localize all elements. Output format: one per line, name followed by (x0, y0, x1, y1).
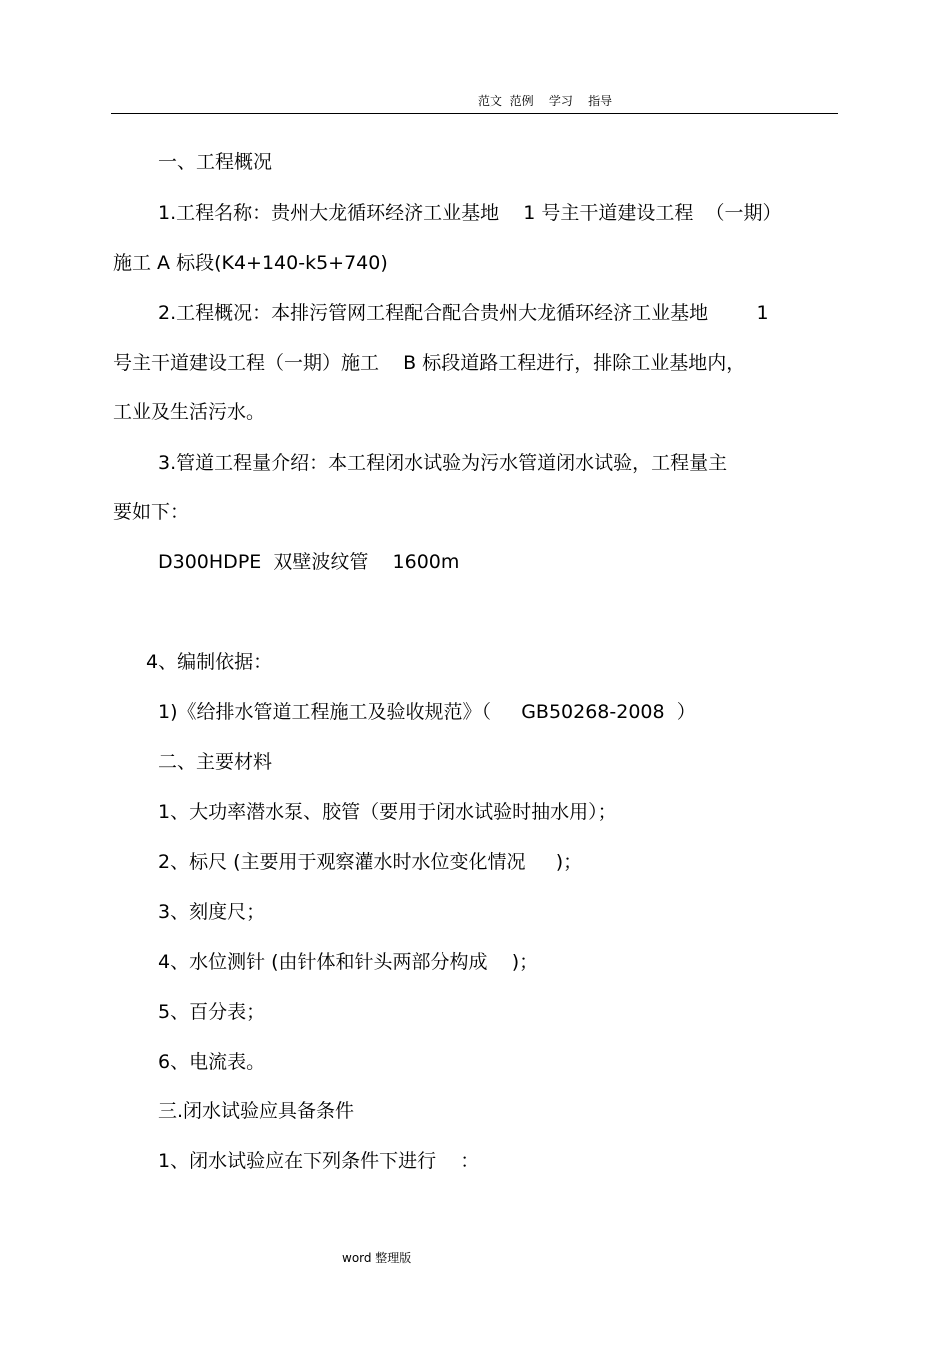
section-heading-conditions: 三.闭水试验应具备条件 (158, 1100, 355, 1122)
paragraph-project-name: 1.工程名称：贵州大龙循环经济工业基地 1 号主干道建设工程 （一期） (158, 202, 782, 224)
material-item-1: 1、大功率潜水泵、胶管（要用于闭水试验时抽水用）； (158, 801, 617, 823)
material-item-4: 4、水位测针 (由针体和针头两部分构成 )； (158, 951, 539, 973)
condition-item-1: 1、闭水试验应在下列条件下进行 ： (158, 1150, 480, 1172)
material-item-6: 6、电流表。 (158, 1051, 266, 1073)
pipe-spec-line: D300HDPE 双壁波纹管 1600m (158, 551, 460, 573)
paragraph-project-name-cont: 施工 A 标段(K4+140-k5+740) (113, 252, 388, 274)
material-item-5: 5、百分表； (158, 1001, 266, 1023)
section-heading-overview: 一、工程概况 (158, 151, 273, 173)
header-text: 范文 范例 学习 指导 (478, 94, 613, 108)
page-header (0, 92, 950, 112)
paragraph-project-overview: 2.工程概况：本排污管网工程配合配合贵州大龙循环经济工业基地 1 (158, 302, 769, 324)
paragraph-project-overview-cont: 号主干道建设工程（一期）施工 B 标段道路工程进行，排除工业基地内， (113, 352, 746, 374)
material-item-3: 3、刻度尺； (158, 901, 266, 923)
material-item-2: 2、标尺 (主要用于观察灌水时水位变化情况 )； (158, 851, 583, 873)
paragraph-pipe-quantity: 3.管道工程量介绍：本工程闭水试验为污水管道闭水试验，工程量主 (158, 452, 728, 474)
paragraph-pipe-quantity-cont: 要如下： (113, 501, 190, 523)
page-footer: word 整理版 (342, 1251, 412, 1265)
paragraph-basis: 4、编制依据： (146, 651, 273, 673)
paragraph-project-overview-cont2: 工业及生活污水。 (113, 401, 266, 423)
section-heading-materials: 二、主要材料 (158, 751, 273, 773)
header-rule (111, 113, 838, 114)
basis-item-1: 1)《给排水管道工程施工及验收规范》（ GB50268-2008 ） (158, 701, 696, 723)
